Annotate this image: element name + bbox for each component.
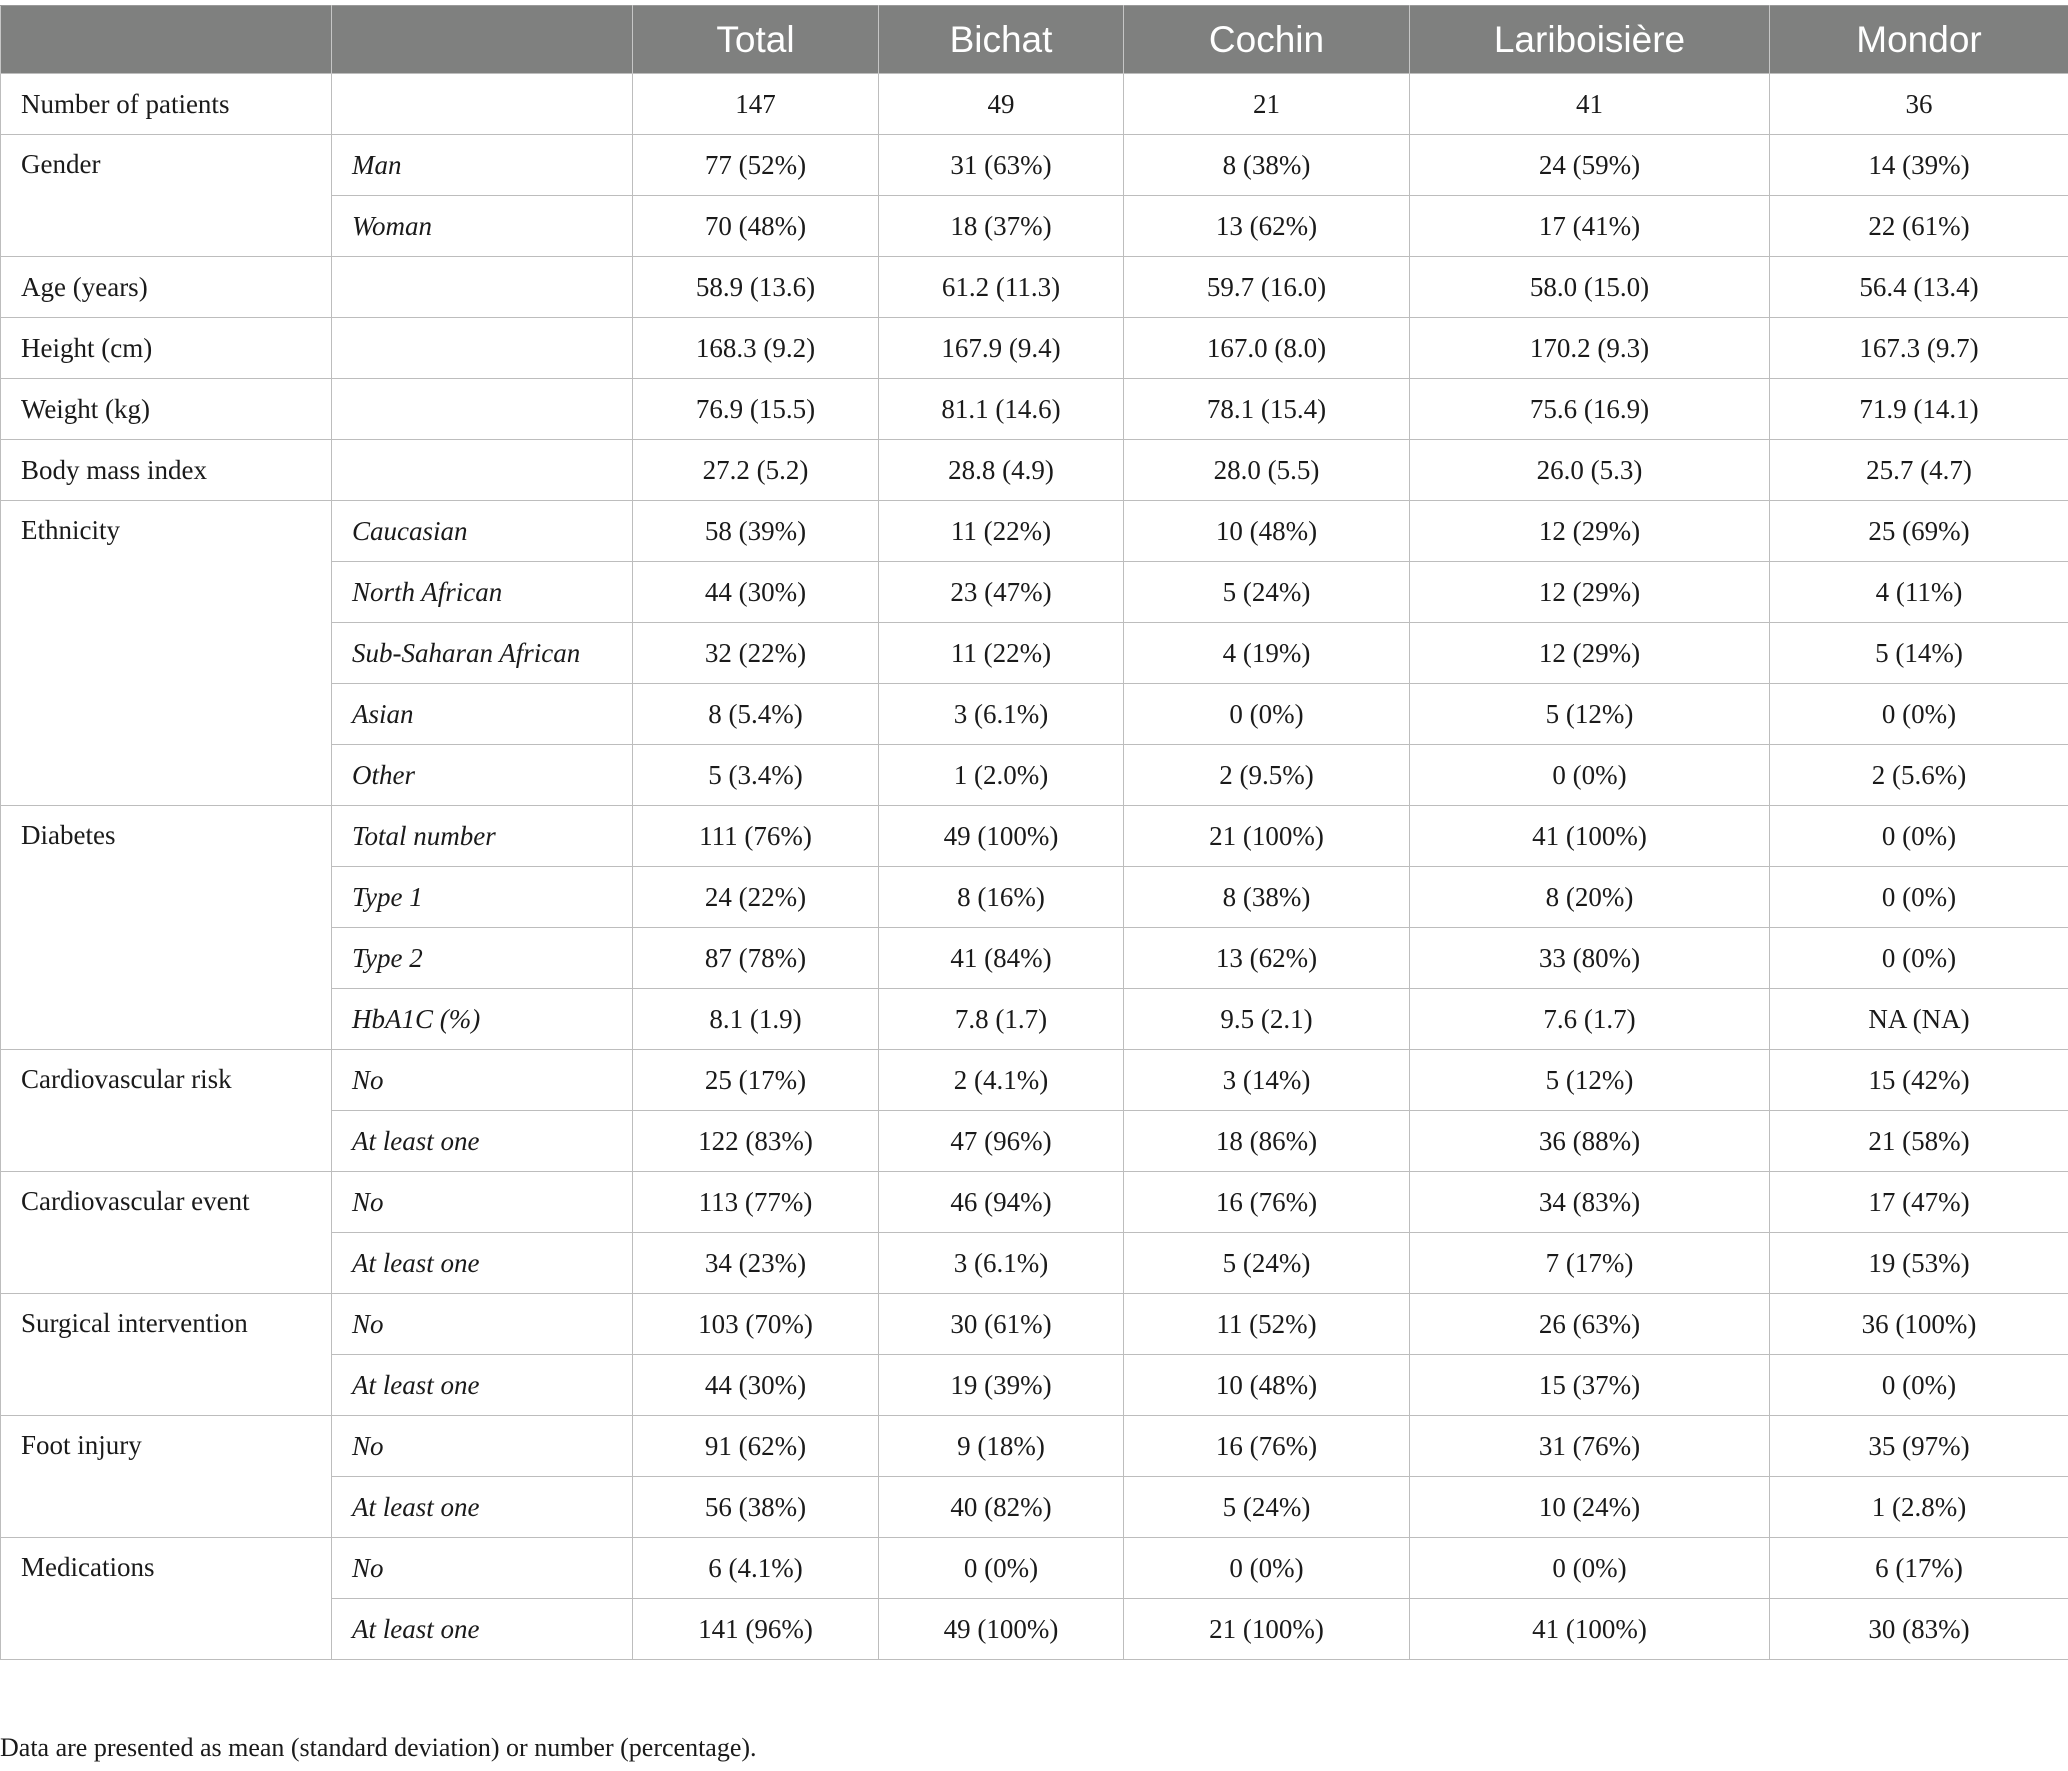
- value-cell: 11 (22%): [879, 501, 1124, 562]
- value-cell: 16 (76%): [1124, 1172, 1410, 1233]
- value-cell: 13 (62%): [1124, 196, 1410, 257]
- value-cell: 170.2 (9.3): [1410, 318, 1770, 379]
- value-cell: 3 (6.1%): [879, 684, 1124, 745]
- row-sub-label: Man: [332, 135, 633, 196]
- value-cell: 21 (58%): [1770, 1111, 2068, 1172]
- value-cell: 19 (53%): [1770, 1233, 2068, 1294]
- value-cell: 49: [879, 74, 1124, 135]
- value-cell: 4 (19%): [1124, 623, 1410, 684]
- value-cell: 168.3 (9.2): [633, 318, 879, 379]
- data-table: [0, 5, 2068, 1660]
- value-cell: 141 (96%): [633, 1599, 879, 1660]
- value-cell: 5 (3.4%): [633, 745, 879, 806]
- header-blank-sub: [332, 6, 633, 74]
- value-cell: 167.0 (8.0): [1124, 318, 1410, 379]
- value-cell: 41: [1410, 74, 1770, 135]
- table-row: [1, 440, 2068, 501]
- table-row: [1, 1294, 2068, 1355]
- value-cell: 58.9 (13.6): [633, 257, 879, 318]
- row-sub-label: No: [332, 1538, 633, 1599]
- value-cell: 30 (83%): [1770, 1599, 2068, 1660]
- row-sub-label: Type 1: [332, 867, 633, 928]
- value-cell: 17 (41%): [1410, 196, 1770, 257]
- row-sub-label: [332, 440, 633, 501]
- value-cell: 1 (2.8%): [1770, 1477, 2068, 1538]
- row-sub-label: Caucasian: [332, 501, 633, 562]
- value-cell: 56 (38%): [633, 1477, 879, 1538]
- value-cell: 9 (18%): [879, 1416, 1124, 1477]
- row-sub-label: At least one: [332, 1233, 633, 1294]
- value-cell: 27.2 (5.2): [633, 440, 879, 501]
- table-row: [1, 257, 2068, 318]
- row-group-label: Number of patients: [1, 74, 332, 135]
- value-cell: 25 (69%): [1770, 501, 2068, 562]
- value-cell: 13 (62%): [1124, 928, 1410, 989]
- row-group-label: Ethnicity: [1, 501, 332, 806]
- value-cell: 36 (88%): [1410, 1111, 1770, 1172]
- row-sub-label: [332, 74, 633, 135]
- value-cell: 4 (11%): [1770, 562, 2068, 623]
- table-row: [1, 1416, 2068, 1477]
- value-cell: 36 (100%): [1770, 1294, 2068, 1355]
- value-cell: 22 (61%): [1770, 196, 2068, 257]
- value-cell: 24 (59%): [1410, 135, 1770, 196]
- value-cell: 21 (100%): [1124, 1599, 1410, 1660]
- value-cell: 41 (100%): [1410, 1599, 1770, 1660]
- value-cell: 91 (62%): [633, 1416, 879, 1477]
- value-cell: 8.1 (1.9): [633, 989, 879, 1050]
- value-cell: 5 (12%): [1410, 1050, 1770, 1111]
- row-sub-label: No: [332, 1416, 633, 1477]
- value-cell: 167.9 (9.4): [879, 318, 1124, 379]
- row-sub-label: Total number: [332, 806, 633, 867]
- value-cell: 31 (76%): [1410, 1416, 1770, 1477]
- value-cell: 0 (0%): [1770, 684, 2068, 745]
- row-group-label: Age (years): [1, 257, 332, 318]
- value-cell: 25.7 (4.7): [1770, 440, 2068, 501]
- value-cell: 58 (39%): [633, 501, 879, 562]
- value-cell: 34 (83%): [1410, 1172, 1770, 1233]
- row-group-label: Surgical intervention: [1, 1294, 332, 1416]
- header-blank-label: [1, 6, 332, 74]
- value-cell: 7.8 (1.7): [879, 989, 1124, 1050]
- value-cell: 5 (14%): [1770, 623, 2068, 684]
- value-cell: 31 (63%): [879, 135, 1124, 196]
- value-cell: 0 (0%): [879, 1538, 1124, 1599]
- table-row: [1, 318, 2068, 379]
- value-cell: 147: [633, 74, 879, 135]
- value-cell: 8 (16%): [879, 867, 1124, 928]
- value-cell: 12 (29%): [1410, 501, 1770, 562]
- table-row: [1, 135, 2068, 196]
- header-cochin: Cochin: [1124, 6, 1410, 74]
- value-cell: 0 (0%): [1770, 928, 2068, 989]
- patient-characteristics-table: [0, 5, 2068, 1660]
- row-sub-label: No: [332, 1294, 633, 1355]
- table-row: [1, 806, 2068, 867]
- value-cell: 8 (20%): [1410, 867, 1770, 928]
- row-sub-label: At least one: [332, 1111, 633, 1172]
- value-cell: 10 (24%): [1410, 1477, 1770, 1538]
- value-cell: 14 (39%): [1770, 135, 2068, 196]
- value-cell: 10 (48%): [1124, 501, 1410, 562]
- row-sub-label: [332, 318, 633, 379]
- value-cell: 28.8 (4.9): [879, 440, 1124, 501]
- value-cell: 75.6 (16.9): [1410, 379, 1770, 440]
- row-group-label: Weight (kg): [1, 379, 332, 440]
- value-cell: 0 (0%): [1410, 745, 1770, 806]
- table-row: [1, 1538, 2068, 1599]
- table-footnote: Data are presented as mean (standard deviation) or number (percentage).: [0, 1733, 757, 1762]
- value-cell: 111 (76%): [633, 806, 879, 867]
- row-group-label: Diabetes: [1, 806, 332, 1050]
- value-cell: 5 (24%): [1124, 1477, 1410, 1538]
- row-group-label: Medications: [1, 1538, 332, 1660]
- value-cell: 11 (52%): [1124, 1294, 1410, 1355]
- value-cell: 122 (83%): [633, 1111, 879, 1172]
- value-cell: 8 (38%): [1124, 867, 1410, 928]
- header-lariboisiere: Lariboisière: [1410, 6, 1770, 74]
- row-sub-label: North African: [332, 562, 633, 623]
- value-cell: 2 (9.5%): [1124, 745, 1410, 806]
- value-cell: 30 (61%): [879, 1294, 1124, 1355]
- value-cell: 46 (94%): [879, 1172, 1124, 1233]
- value-cell: 77 (52%): [633, 135, 879, 196]
- row-sub-label: Sub-Saharan African: [332, 623, 633, 684]
- value-cell: 15 (42%): [1770, 1050, 2068, 1111]
- row-sub-label: At least one: [332, 1599, 633, 1660]
- value-cell: 28.0 (5.5): [1124, 440, 1410, 501]
- value-cell: 26.0 (5.3): [1410, 440, 1770, 501]
- value-cell: 19 (39%): [879, 1355, 1124, 1416]
- table-header: [1, 6, 2068, 74]
- value-cell: 0 (0%): [1770, 1355, 2068, 1416]
- value-cell: 0 (0%): [1124, 684, 1410, 745]
- value-cell: 3 (6.1%): [879, 1233, 1124, 1294]
- value-cell: 33 (80%): [1410, 928, 1770, 989]
- row-group-label: Body mass index: [1, 440, 332, 501]
- value-cell: 2 (5.6%): [1770, 745, 2068, 806]
- value-cell: 11 (22%): [879, 623, 1124, 684]
- value-cell: 5 (24%): [1124, 1233, 1410, 1294]
- value-cell: 56.4 (13.4): [1770, 257, 2068, 318]
- row-group-label: Cardiovascular event: [1, 1172, 332, 1294]
- value-cell: 58.0 (15.0): [1410, 257, 1770, 318]
- value-cell: 0 (0%): [1770, 867, 2068, 928]
- header-row: [1, 6, 2068, 74]
- row-sub-label: [332, 379, 633, 440]
- row-sub-label: [332, 257, 633, 318]
- value-cell: 10 (48%): [1124, 1355, 1410, 1416]
- value-cell: 40 (82%): [879, 1477, 1124, 1538]
- value-cell: 21 (100%): [1124, 806, 1410, 867]
- value-cell: 81.1 (14.6): [879, 379, 1124, 440]
- value-cell: 7.6 (1.7): [1410, 989, 1770, 1050]
- value-cell: 113 (77%): [633, 1172, 879, 1233]
- value-cell: 2 (4.1%): [879, 1050, 1124, 1111]
- value-cell: 24 (22%): [633, 867, 879, 928]
- value-cell: 49 (100%): [879, 806, 1124, 867]
- value-cell: 12 (29%): [1410, 623, 1770, 684]
- value-cell: 59.7 (16.0): [1124, 257, 1410, 318]
- value-cell: 17 (47%): [1770, 1172, 2068, 1233]
- table-row: [1, 1050, 2068, 1111]
- value-cell: 41 (84%): [879, 928, 1124, 989]
- value-cell: 5 (24%): [1124, 562, 1410, 623]
- header-bichat: Bichat: [879, 6, 1124, 74]
- value-cell: 32 (22%): [633, 623, 879, 684]
- value-cell: 44 (30%): [633, 562, 879, 623]
- value-cell: 0 (0%): [1124, 1538, 1410, 1599]
- value-cell: NA (NA): [1770, 989, 2068, 1050]
- value-cell: 3 (14%): [1124, 1050, 1410, 1111]
- value-cell: 70 (48%): [633, 196, 879, 257]
- row-sub-label: Asian: [332, 684, 633, 745]
- row-sub-label: No: [332, 1172, 633, 1233]
- table-row: [1, 1172, 2068, 1233]
- value-cell: 1 (2.0%): [879, 745, 1124, 806]
- table-row: [1, 501, 2068, 562]
- row-sub-label: HbA1C (%): [332, 989, 633, 1050]
- value-cell: 18 (37%): [879, 196, 1124, 257]
- value-cell: 25 (17%): [633, 1050, 879, 1111]
- value-cell: 6 (4.1%): [633, 1538, 879, 1599]
- table-row: [1, 379, 2068, 440]
- value-cell: 12 (29%): [1410, 562, 1770, 623]
- value-cell: 49 (100%): [879, 1599, 1124, 1660]
- value-cell: 103 (70%): [633, 1294, 879, 1355]
- row-group-label: Gender: [1, 135, 332, 257]
- value-cell: 76.9 (15.5): [633, 379, 879, 440]
- value-cell: 5 (12%): [1410, 684, 1770, 745]
- value-cell: 34 (23%): [633, 1233, 879, 1294]
- value-cell: 23 (47%): [879, 562, 1124, 623]
- value-cell: 15 (37%): [1410, 1355, 1770, 1416]
- value-cell: 167.3 (9.7): [1770, 318, 2068, 379]
- row-sub-label: Woman: [332, 196, 633, 257]
- header-total: Total: [633, 6, 879, 74]
- value-cell: 47 (96%): [879, 1111, 1124, 1172]
- value-cell: 9.5 (2.1): [1124, 989, 1410, 1050]
- value-cell: 87 (78%): [633, 928, 879, 989]
- value-cell: 35 (97%): [1770, 1416, 2068, 1477]
- row-sub-label: At least one: [332, 1477, 633, 1538]
- value-cell: 71.9 (14.1): [1770, 379, 2068, 440]
- row-sub-label: At least one: [332, 1355, 633, 1416]
- row-sub-label: Type 2: [332, 928, 633, 989]
- value-cell: 18 (86%): [1124, 1111, 1410, 1172]
- row-group-label: Foot injury: [1, 1416, 332, 1538]
- value-cell: 26 (63%): [1410, 1294, 1770, 1355]
- row-group-label: Cardiovascular risk: [1, 1050, 332, 1172]
- value-cell: 21: [1124, 74, 1410, 135]
- value-cell: 78.1 (15.4): [1124, 379, 1410, 440]
- value-cell: 8 (38%): [1124, 135, 1410, 196]
- value-cell: 16 (76%): [1124, 1416, 1410, 1477]
- header-mondor: Mondor: [1770, 6, 2068, 74]
- value-cell: 44 (30%): [633, 1355, 879, 1416]
- value-cell: 41 (100%): [1410, 806, 1770, 867]
- value-cell: 0 (0%): [1770, 806, 2068, 867]
- row-group-label: Height (cm): [1, 318, 332, 379]
- value-cell: 61.2 (11.3): [879, 257, 1124, 318]
- value-cell: 7 (17%): [1410, 1233, 1770, 1294]
- value-cell: 8 (5.4%): [633, 684, 879, 745]
- row-sub-label: Other: [332, 745, 633, 806]
- table-body: [1, 74, 2068, 1660]
- row-sub-label: No: [332, 1050, 633, 1111]
- value-cell: 6 (17%): [1770, 1538, 2068, 1599]
- value-cell: 36: [1770, 74, 2068, 135]
- table-row: [1, 74, 2068, 135]
- value-cell: 0 (0%): [1410, 1538, 1770, 1599]
